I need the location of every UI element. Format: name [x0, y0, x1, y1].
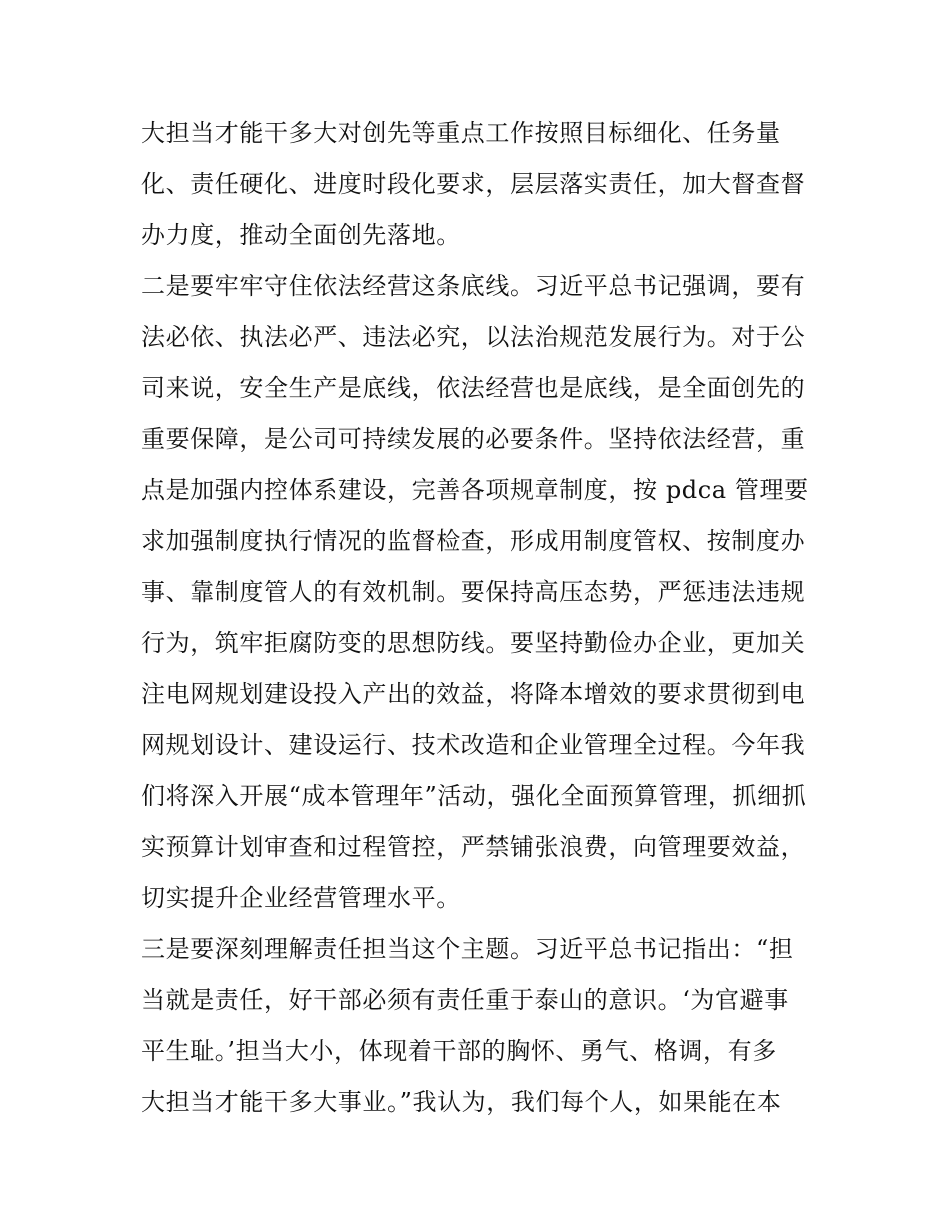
text-line: 行为，筑牢拒腐防变的思想防线。要坚持勤俭办企业，更加关 [141, 629, 806, 657]
text-line: 实预算计划审查和过程管控，严禁铺张浪费，向管理要效益， [141, 833, 806, 861]
text-line: 大担当才能干多大对创先等重点工作按照目标细化、任务量 [141, 119, 781, 147]
text-line: 化、责任硬化、进度时段化要求，层层落实责任，加大督查督 [141, 170, 806, 198]
text-line: 重要保障，是公司可持续发展的必要条件。坚持依法经营，重 [141, 425, 806, 453]
text-line: 网规划设计、建设运行、技术改造和企业管理全过程。今年我 [141, 731, 806, 759]
text-line: 点是加强内控体系建设，完善各项规章制度，按 pdca 管理要 [141, 476, 809, 504]
text-line: 求加强制度执行情况的监督检查，形成用制度管权、按制度办 [141, 527, 806, 555]
text-line: 大担当才能干多大事业。”我认为，我们每个人，如果能在本 [141, 1088, 782, 1116]
text-line: 二是要牢牢守住依法经营这条底线。习近平总书记强调，要有 [141, 272, 806, 300]
text-line: 司来说，安全生产是底线，依法经营也是底线，是全面创先的 [141, 374, 806, 402]
text-line: 切实提升企业经营管理水平。 [141, 884, 461, 912]
text-line: 平生耻。’担当大小，体现着干部的胸怀、勇气、格调，有多 [141, 1037, 777, 1065]
text-line: 法必依、执法必严、违法必究，以法治规范发展行为。对于公 [141, 323, 806, 351]
text-line: 注电网规划建设投入产出的效益，将降本增效的要求贯彻到电 [141, 680, 806, 708]
text-line: 们将深入开展“成本管理年”活动，强化全面预算管理，抓细抓 [141, 782, 807, 810]
text-line: 三是要深刻理解责任担当这个主题。习近平总书记指出：“担 [141, 935, 794, 963]
text-line: 办力度，推动全面创先落地。 [141, 221, 461, 249]
text-line: 当就是责任，好干部必须有责任重于泰山的意识。‘为官避事 [141, 986, 789, 1014]
text-line: 事、靠制度管人的有效机制。要保持高压态势，严惩违法违规 [141, 578, 806, 606]
body-text [141, 108, 821, 1128]
